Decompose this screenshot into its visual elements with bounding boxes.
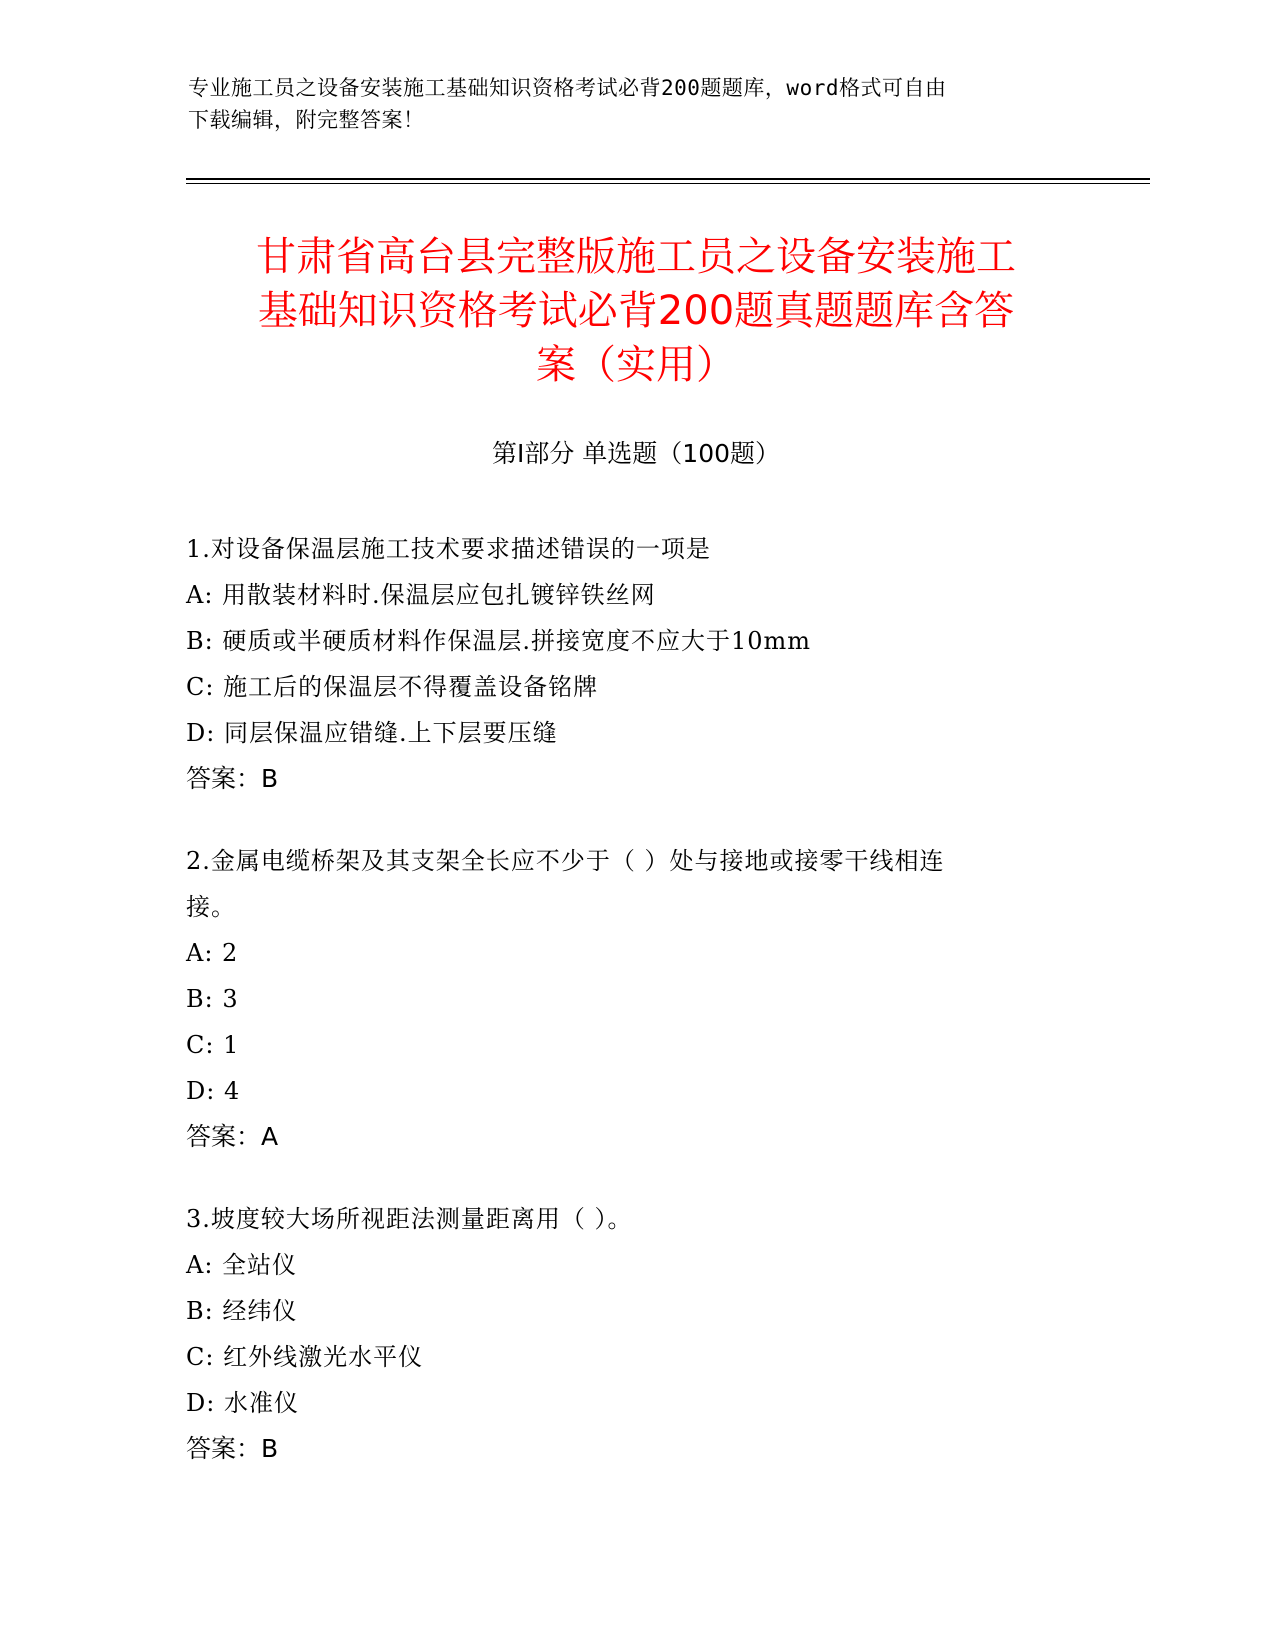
header-divider-thin	[186, 183, 1150, 184]
header-note-line1: 专业施工员之设备安装施工基础知识资格考试必背200题题库，word格式可自由	[188, 76, 947, 100]
document-title-line3: 案（实用）	[536, 342, 736, 388]
option-a: A: 全站仪	[186, 1251, 298, 1279]
question-3	[186, 1196, 1086, 1472]
question-stem-continued: 接。	[186, 893, 236, 921]
answer: 答案：B	[186, 1434, 279, 1463]
option-a: A: 用散装材料时.保温层应包扎镀锌铁丝网	[186, 581, 656, 609]
document-title-line1: 甘肃省高台县完整版施工员之设备安装施工	[256, 234, 1016, 280]
section-heading: 第I部分 单选题（100题）	[491, 439, 781, 468]
option-d: D: 同层保温应错缝.上下层要压缝	[186, 719, 558, 747]
document-title-line2: 基础知识资格考试必背200题真题题库含答	[257, 288, 1015, 334]
option-d: D: 水准仪	[186, 1389, 299, 1417]
question-stem: 2.金属电缆桥架及其支架全长应不少于（ ）处与接地或接零干线相连	[186, 847, 945, 875]
header-note	[188, 72, 1088, 136]
answer: 答案：A	[186, 1122, 279, 1151]
question-1	[186, 526, 1086, 802]
question-stem: 1.对设备保温层施工技术要求描述错误的一项是	[186, 535, 711, 563]
answer: 答案：B	[186, 764, 279, 793]
question-2	[186, 838, 1086, 1160]
header-note-line2: 下载编辑，附完整答案！	[188, 108, 425, 132]
option-c: C: 施工后的保温层不得覆盖设备铭牌	[186, 673, 599, 701]
question-list	[186, 526, 1086, 1508]
option-a: A: 2	[186, 939, 239, 967]
option-c: C: 1	[186, 1031, 240, 1059]
header-divider-thick	[186, 178, 1150, 180]
option-c: C: 红外线激光水平仪	[186, 1343, 424, 1371]
option-b: B: 硬质或半硬质材料作保温层.拼接宽度不应大于10mm	[186, 627, 812, 655]
document-title	[186, 230, 1086, 392]
option-b: B: 经纬仪	[186, 1297, 298, 1325]
option-d: D: 4	[186, 1077, 241, 1105]
option-b: B: 3	[186, 985, 239, 1013]
question-stem: 3.坡度较大场所视距法测量距离用（ ）。	[186, 1205, 633, 1233]
